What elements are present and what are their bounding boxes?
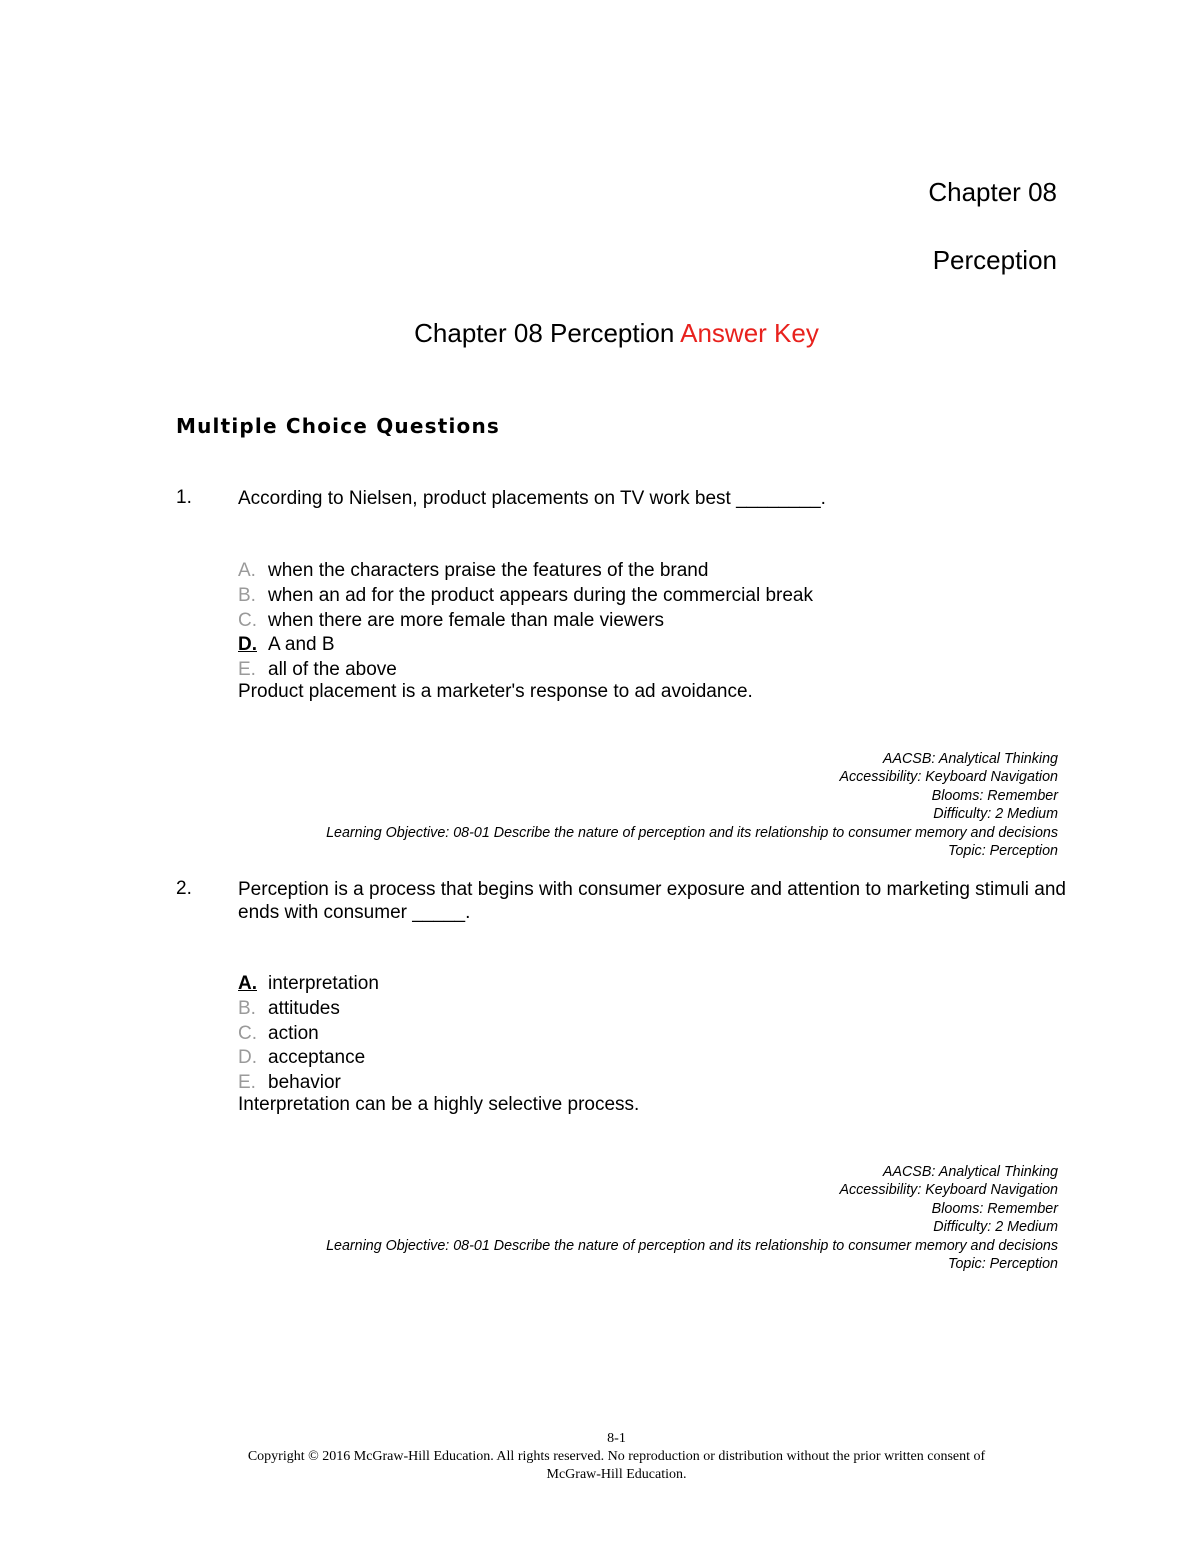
option-text: interpretation xyxy=(268,973,379,994)
answer-options xyxy=(238,972,379,1096)
option-text: when there are more female than male viewers xyxy=(268,609,665,631)
option-d xyxy=(238,1046,379,1071)
option-c xyxy=(238,1022,379,1047)
option-text: action xyxy=(268,1022,319,1044)
question-metadata xyxy=(326,1163,1058,1273)
meta-topic: Topic: Perception xyxy=(948,843,1058,860)
meta-difficulty: Difficulty: 2 Medium xyxy=(933,1219,1058,1236)
option-text: all of the above xyxy=(268,659,397,681)
chapter-subject: Perception xyxy=(932,245,1057,275)
meta-accessibility: Accessibility: Keyboard Navigation xyxy=(839,769,1058,786)
meta-aacsb: AACSB: Analytical Thinking xyxy=(882,1164,1058,1180)
meta-learning-objective: Learning Objective: 08-01 Describe the nature of perception and its relationship to consumer memory and decisions xyxy=(326,1237,1058,1254)
answer-explanation: Product placement is a marketer's response to ad avoidance. xyxy=(238,681,753,702)
option-text: behavior xyxy=(268,1072,341,1094)
page-number: 8-1 xyxy=(607,1431,626,1446)
meta-learning-objective: Learning Objective: 08-01 Describe the nature of perception and its relationship to consumer memory and decisions xyxy=(326,824,1058,841)
option-letter: B. xyxy=(238,997,256,1019)
option-a-correct xyxy=(238,972,379,997)
meta-topic: Topic: Perception xyxy=(948,1256,1058,1273)
copyright-line-1: Copyright © 2016 McGraw-Hill Education. All rights reserved. No reproduction or distribution without the prior written consent of xyxy=(247,1449,986,1464)
question-metadata xyxy=(326,750,1058,860)
meta-blooms: Blooms: Remember xyxy=(931,1200,1058,1217)
option-text: attitudes xyxy=(268,997,340,1019)
option-letter: C. xyxy=(238,1022,257,1044)
meta-difficulty: Difficulty: 2 Medium xyxy=(933,806,1058,823)
option-letter: A. xyxy=(238,560,256,581)
answer-options xyxy=(238,559,813,683)
option-letter: B. xyxy=(238,584,256,606)
option-b xyxy=(238,584,813,609)
option-e xyxy=(238,1071,379,1096)
answer-key-label: Answer Key xyxy=(680,318,819,348)
option-text: A and B xyxy=(268,634,335,656)
option-text: when the characters praise the features of the brand xyxy=(268,560,709,581)
option-a xyxy=(238,559,813,584)
page-title xyxy=(0,318,1200,349)
meta-blooms: Blooms: Remember xyxy=(931,787,1058,804)
answer-explanation: Interpretation can be a highly selective process. xyxy=(238,1094,640,1115)
page-title-main: Chapter 08 Perception xyxy=(414,318,681,348)
option-c xyxy=(238,609,813,634)
meta-aacsb: AACSB: Analytical Thinking xyxy=(882,751,1058,767)
question-number: 2. xyxy=(176,878,192,899)
option-b xyxy=(238,997,379,1022)
option-e xyxy=(238,658,813,683)
chapter-number: Chapter 08 xyxy=(928,177,1057,207)
option-text: when an ad for the product appears during the commercial break xyxy=(268,584,813,606)
option-letter: E. xyxy=(238,1072,256,1094)
option-d-correct xyxy=(238,633,813,658)
option-text: acceptance xyxy=(268,1047,366,1069)
question-number: 1. xyxy=(176,487,192,508)
meta-accessibility: Accessibility: Keyboard Navigation xyxy=(839,1182,1058,1199)
section-heading: Multiple Choice Questions xyxy=(176,414,501,438)
correct-option-letter: A. xyxy=(238,973,257,994)
question-text: Perception is a process that begins with consumer exposure and attention to marketing stimuli and ends with consumer _____. xyxy=(238,879,1067,923)
option-letter: D. xyxy=(238,1047,257,1069)
option-letter: E. xyxy=(238,659,256,681)
correct-option-letter: D. xyxy=(238,634,257,656)
question-text: According to Nielsen, product placements on TV work best ________. xyxy=(238,488,826,509)
copyright-line-2: McGraw-Hill Education. xyxy=(546,1467,687,1482)
option-letter: C. xyxy=(238,609,257,631)
